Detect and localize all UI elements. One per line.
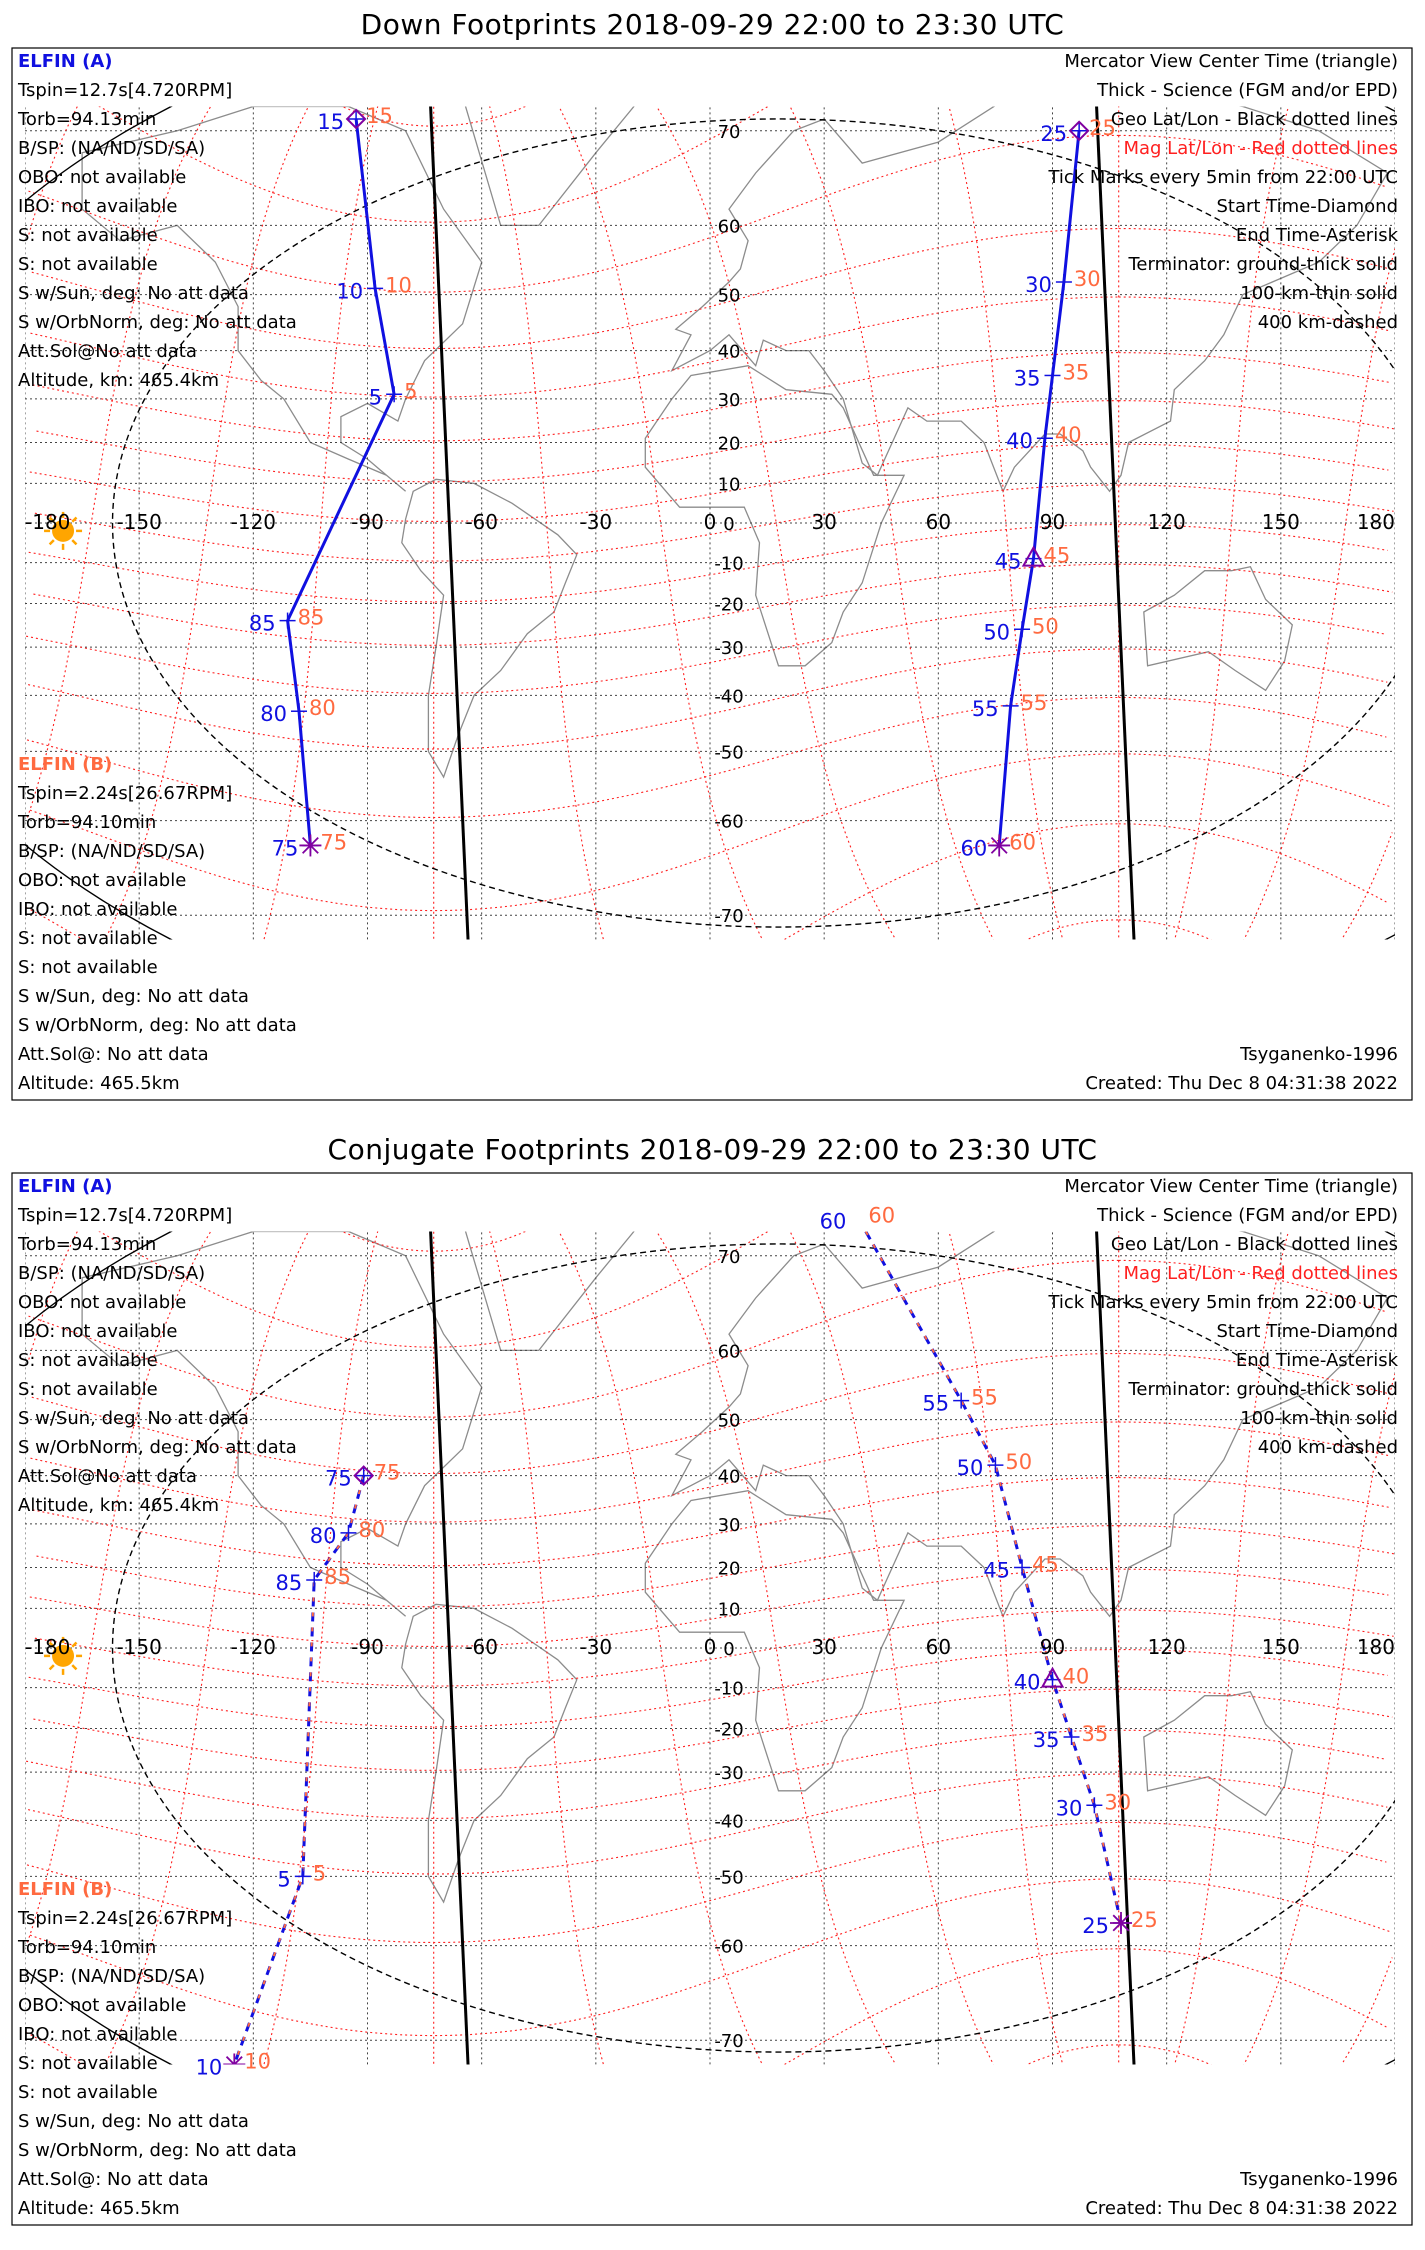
tick-time-label: 75 [320, 830, 348, 855]
legend-line: Tick Marks every 5min from 22:00 UTC [1048, 1292, 1398, 1313]
satellite-name: ELFIN (B) [18, 1879, 113, 1900]
longitude-label: 0 [703, 1635, 717, 1659]
tick-time-label: 5 [312, 1861, 327, 1886]
longitude-label: 150 [1261, 1635, 1300, 1659]
satellite-info-line: S: not available [18, 928, 158, 949]
longitude-label: 60 [925, 1635, 952, 1659]
tick-time-label: 10 [195, 2055, 223, 2080]
satellite-name: ELFIN (A) [18, 51, 113, 72]
tick-time-label: 75 [373, 1460, 401, 1485]
satellite-info-line: Tspin=2.24s[26.67RPM] [18, 1908, 233, 1929]
satellite-info-line: S w/OrbNorm, deg: No att data [18, 2140, 297, 2161]
legend-line: End Time-Asterisk [1235, 1350, 1398, 1371]
tick-time-label: 80 [309, 1523, 337, 1548]
latitude-label: 70 [717, 121, 741, 143]
satellite-name: ELFIN (B) [18, 754, 113, 775]
satellite-info-line: Att.Sol@No att data [18, 1466, 197, 1487]
satellite-info-line: B/SP: (NA/ND/SD/SA) [18, 1966, 206, 1987]
latitude-label: -60 [714, 811, 744, 833]
latitude-label: 10 [717, 1599, 741, 1621]
longitude-label: -30 [579, 1635, 613, 1659]
tick-time-label: 40 [1054, 423, 1082, 448]
satellite-info-line: Torb=94.10min [18, 812, 157, 833]
tick-time-label: 25 [1082, 1913, 1109, 1938]
latitude-label: -50 [714, 742, 744, 764]
longitude-label: -150 [116, 510, 162, 534]
tick-time-label: 50 [1032, 614, 1059, 639]
conjugate-footprints-panel [0, 1125, 1425, 2250]
longitude-label: 150 [1261, 510, 1300, 534]
tick-time-label: 35 [1081, 1721, 1109, 1746]
satellite-info-line: Att.Sol@: No att data [18, 2169, 209, 2190]
latitude-label: -10 [714, 553, 744, 575]
satellite-info-line: Tspin=2.24s[26.67RPM] [18, 783, 233, 804]
legend-line: 400 km-dashed [1257, 1437, 1398, 1458]
tick-time-label: 40 [1013, 1670, 1041, 1695]
legend-line: Geo Lat/Lon - Black dotted lines [1110, 109, 1398, 130]
latitude-label: 0 [723, 1639, 735, 1660]
tick-time-label: 80 [358, 1517, 386, 1542]
tick-time-label: 45 [983, 1558, 1011, 1583]
satellite-info-line: IBO: not available [18, 899, 178, 920]
panel-title: Conjugate Footprints 2018-09-29 22:00 to 23:30 UTC [327, 1133, 1098, 1166]
tick-time-label: 5 [368, 385, 383, 410]
legend-line: Thick - Science (FGM and/or EPD) [1097, 1205, 1398, 1226]
tick-time-label: 55 [1020, 690, 1048, 715]
tick-time-label: 25 [1040, 121, 1068, 146]
legend-line: Start Time-Diamond [1216, 196, 1398, 217]
satellite-info-line: B/SP: (NA/ND/SD/SA) [18, 841, 206, 862]
tick-time-label: 80 [309, 696, 336, 721]
satellite-info-line: S: not available [18, 2082, 158, 2103]
satellite-info-line: IBO: not available [18, 1321, 178, 1342]
tick-time-label: 15 [366, 103, 393, 128]
legend-line: End Time-Asterisk [1235, 225, 1398, 246]
satellite-info-line: OBO: not available [18, 1995, 187, 2016]
satellite-info-line: B/SP: (NA/ND/SD/SA) [18, 138, 206, 159]
tick-time-label: 25 [1089, 115, 1116, 140]
latitude-label: -30 [714, 638, 744, 660]
satellite-info-line: S: not available [18, 254, 158, 275]
tick-time-label: 55 [922, 1391, 950, 1416]
satellite-info-line: IBO: not available [18, 196, 178, 217]
tick-time-label: 50 [956, 1456, 984, 1481]
latitude-label: -70 [714, 2031, 744, 2053]
tick-time-label: 45 [994, 549, 1022, 574]
latitude-label: -40 [714, 686, 744, 708]
longitude-label: 180 [1356, 1635, 1395, 1659]
tick-time-label: 75 [271, 836, 299, 861]
latitude-label: 20 [717, 1558, 741, 1580]
longitude-label: -150 [116, 1635, 162, 1659]
tick-time-label: 35 [1013, 366, 1041, 391]
longitude-label: 90 [1039, 510, 1066, 534]
legend-line: Start Time-Diamond [1216, 1321, 1398, 1342]
created-timestamp: Created: Thu Dec 8 04:31:38 2022 [1085, 2198, 1398, 2219]
tick-time-label: 85 [248, 611, 276, 636]
tick-time-label: 30 [1055, 1796, 1083, 1821]
latitude-label: -30 [714, 1763, 744, 1785]
tick-time-label: 85 [297, 605, 325, 630]
tick-time-label: 55 [971, 696, 999, 721]
longitude-label: -60 [465, 1635, 499, 1659]
tick-time-label: 50 [1005, 1450, 1033, 1475]
satellite-info-line: S w/Sun, deg: No att data [18, 1408, 249, 1429]
satellite-info-line: OBO: not available [18, 870, 187, 891]
longitude-label: -180 [25, 1635, 71, 1659]
tick-time-label: 60 [960, 836, 988, 861]
satellite-info-line: S w/OrbNorm, deg: No att data [18, 1015, 297, 1036]
latitude-label: 0 [723, 514, 735, 535]
map-frame [12, 48, 1412, 1100]
longitude-label: 60 [925, 510, 952, 534]
satellite-info-line: S w/Sun, deg: No att data [18, 283, 249, 304]
field-model-label: Tsyganenko-1996 [1240, 2169, 1398, 2190]
satellite-info-line: S: not available [18, 2053, 158, 2074]
latitude-label: 60 [717, 1341, 741, 1363]
satellite-info-line: OBO: not available [18, 167, 187, 188]
longitude-label: 0 [703, 510, 717, 534]
latitude-label: -20 [714, 594, 744, 616]
tick-time-label: 10 [385, 273, 412, 298]
satellite-info-line: Altitude: 465.5km [18, 1073, 180, 1094]
tick-time-label: 55 [971, 1385, 998, 1410]
tick-time-label: 25 [1131, 1907, 1158, 1932]
satellite-info-line: B/SP: (NA/ND/SD/SA) [18, 1263, 206, 1284]
tick-time-label: 60 [819, 1209, 847, 1234]
latitude-label: 40 [717, 341, 741, 363]
tick-time-label: 50 [983, 620, 1011, 645]
longitude-label: 120 [1147, 510, 1186, 534]
tick-time-label: 15 [317, 109, 345, 134]
tick-time-label: 30 [1025, 273, 1052, 298]
tick-time-label: 45 [1032, 1552, 1059, 1577]
satellite-name: ELFIN (A) [18, 1176, 113, 1197]
tick-time-label: 5 [404, 379, 418, 404]
legend-line: Tick Marks every 5min from 22:00 UTC [1048, 167, 1398, 188]
tick-time-label: 80 [260, 702, 287, 727]
longitude-label: 90 [1039, 1635, 1066, 1659]
latitude-label: -20 [714, 1719, 744, 1741]
satellite-info-line: S: not available [18, 225, 158, 246]
longitude-label: -120 [230, 1635, 277, 1659]
created-timestamp: Created: Thu Dec 8 04:31:38 2022 [1085, 1073, 1398, 1094]
latitude-label: 40 [717, 1466, 741, 1488]
latitude-label: -50 [714, 1867, 744, 1889]
longitude-label: -60 [465, 510, 499, 534]
tick-time-label: 75 [324, 1466, 352, 1491]
satellite-info-line: Tspin=12.7s[4.720RPM] [18, 80, 233, 101]
satellite-info-line: Torb=94.10min [18, 1937, 157, 1958]
field-model-label: Tsyganenko-1996 [1240, 1044, 1398, 1065]
legend-line: Mercator View Center Time (triangle) [1064, 1176, 1398, 1197]
latitude-label: 50 [717, 1410, 741, 1432]
satellite-info-line: S w/Sun, deg: No att data [18, 986, 249, 1007]
tick-time-label: 10 [244, 2049, 272, 2074]
longitude-label: 30 [811, 510, 837, 534]
longitude-label: -120 [230, 510, 277, 534]
legend-line: Terminator: ground-thick solid [1128, 254, 1398, 275]
legend-line: Mag Lat/Lon - Red dotted lines [1123, 138, 1398, 159]
satellite-info-line: Altitude, km: 465.4km [18, 370, 220, 391]
latitude-label: -10 [714, 1678, 744, 1700]
latitude-label: 30 [717, 389, 741, 411]
panel-title: Down Footprints 2018-09-29 22:00 to 23:30 UTC [360, 8, 1065, 41]
satellite-info-line: S: not available [18, 957, 158, 978]
satellite-info-line: Torb=94.13min [18, 1234, 157, 1255]
tick-time-label: 60 [1009, 830, 1036, 855]
legend-line: Mercator View Center Time (triangle) [1064, 51, 1398, 72]
latitude-label: 20 [717, 433, 741, 455]
tick-time-label: 30 [1073, 267, 1101, 292]
satellite-info-line: IBO: not available [18, 2024, 178, 2045]
longitude-label: 30 [811, 1635, 837, 1659]
longitude-label: -30 [579, 510, 613, 534]
tick-time-label: 35 [1062, 360, 1090, 385]
latitude-label: 30 [717, 1514, 741, 1536]
satellite-info-line: Att.Sol@No att data [18, 341, 197, 362]
latitude-label: 60 [717, 216, 741, 238]
satellite-info-line: Tspin=12.7s[4.720RPM] [18, 1205, 233, 1226]
latitude-label: 70 [717, 1246, 741, 1268]
tick-time-label: 85 [324, 1564, 351, 1589]
longitude-label: -90 [351, 1635, 384, 1659]
tick-time-label: 45 [1043, 543, 1071, 568]
satellite-info-line: Torb=94.13min [18, 109, 157, 130]
conjugate-footprints-map [0, 1125, 1425, 2250]
satellite-info-line: Att.Sol@: No att data [18, 1044, 209, 1065]
tick-time-label: 85 [275, 1570, 303, 1595]
legend-line: Thick - Science (FGM and/or EPD) [1097, 80, 1398, 101]
latitude-label: 50 [717, 285, 741, 307]
latitude-label: -70 [714, 906, 744, 928]
tick-time-label: 10 [336, 279, 364, 304]
legend-line: Geo Lat/Lon - Black dotted lines [1110, 1234, 1398, 1255]
legend-line: 100-km-thin solid [1240, 283, 1398, 304]
satellite-info-line: OBO: not available [18, 1292, 187, 1313]
satellite-info-line: S w/OrbNorm, deg: No att data [18, 312, 297, 333]
latitude-label: 10 [717, 474, 741, 496]
legend-line: 400 km-dashed [1257, 312, 1398, 333]
legend-line: Terminator: ground-thick solid [1128, 1379, 1398, 1400]
longitude-label: 180 [1356, 510, 1395, 534]
latitude-label: -60 [714, 1936, 744, 1958]
tick-time-label: 40 [1006, 429, 1033, 454]
latitude-label: -40 [714, 1811, 744, 1833]
tick-time-label: 60 [868, 1203, 896, 1228]
tick-time-label: 35 [1032, 1727, 1060, 1752]
longitude-label: -90 [351, 510, 384, 534]
satellite-info-line: S w/OrbNorm, deg: No att data [18, 1437, 297, 1458]
satellite-info-line: S: not available [18, 1379, 158, 1400]
tick-time-label: 5 [277, 1867, 291, 1892]
satellite-info-line: Altitude, km: 465.4km [18, 1495, 220, 1516]
satellite-info-line: S: not available [18, 1350, 158, 1371]
longitude-label: -180 [25, 510, 71, 534]
satellite-info-line: S w/Sun, deg: No att data [18, 2111, 249, 2132]
legend-line: 100-km-thin solid [1240, 1408, 1398, 1429]
tick-time-label: 30 [1104, 1790, 1132, 1815]
satellite-info-line: Altitude: 465.5km [18, 2198, 180, 2219]
legend-line: Mag Lat/Lon - Red dotted lines [1123, 1263, 1398, 1284]
tick-time-label: 40 [1062, 1664, 1090, 1689]
longitude-label: 120 [1147, 1635, 1186, 1659]
